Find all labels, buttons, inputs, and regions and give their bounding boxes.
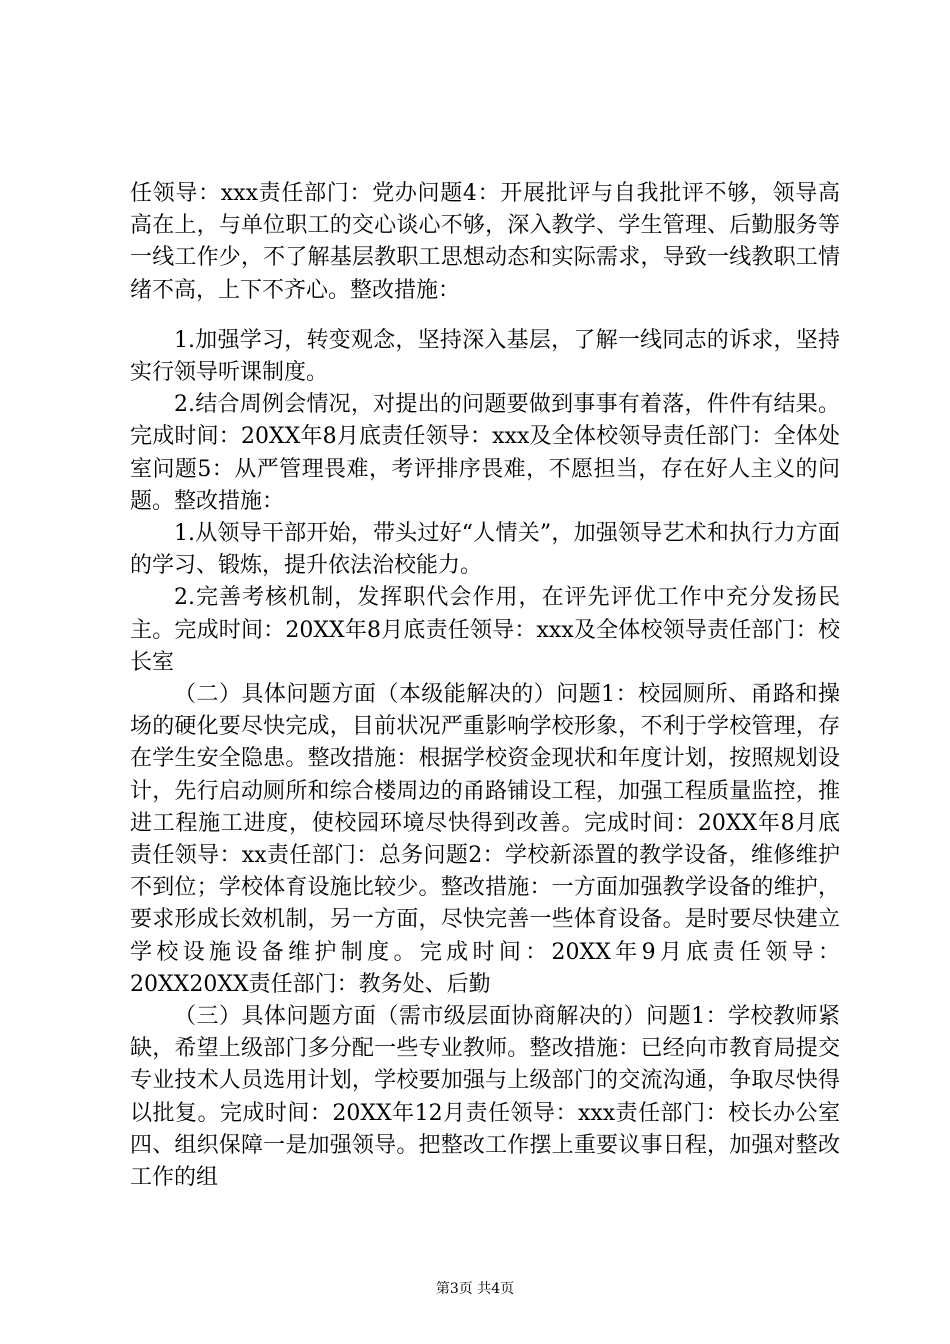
paragraph-section-three: （三）具体问题方面（需市级层面协商解决的）问题1：学校教师紧缺，希望上级部门多分配一些专业教师。整改措施：已经向市教育局提交专业技术人员选用计划，学校要加强与上级部门的交流沟通，争取尽快得以批复。完成时间：20XX年12月责任领导：xxx责任部门：校长办公室四、组织保障一是加强领导。把整改工作摆上重要议事日程，加强对整改工作的组 bbox=[130, 1004, 840, 1191]
paragraph-measure-3: 1.从领导干部开始，带头过好“人情关”，加强领导艺术和执行力方面的学习、锻炼，提升依法治校能力。 bbox=[130, 521, 840, 579]
paragraph-measure-2: 2.结合周例会情况，对提出的问题要做到事事有着落，件件有结果。完成时间：20XX年8月底责任领导：xxx及全体校领导责任部门：全体处室问题5：从严管理畏难，考评排序畏难，不愿担当，存在好人主义的问题。整改措施： bbox=[130, 392, 840, 514]
document-body bbox=[130, 178, 840, 1194]
paragraph-measure-4: 2.完善考核机制，发挥职代会作用，在评先评优工作中充分发扬民主。完成时间：20XX年8月底责任领导：xxx及全体校领导责任部门：校长室 bbox=[130, 585, 840, 675]
paragraph-section-two: （二）具体问题方面（本级能解决的）问题1：校园厕所、甬路和操场的硬化要尽快完成，目前状况严重影响学校形象，不利于学校管理，存在学生安全隐患。整改措施：根据学校资金现状和年度计划，按照规划设计，先行启动厕所和综合楼周边的甬路铺设工程，加强工程质量监控，推进工程施工进度，使校园环境尽快得到改善。完成时间：20XX年8月底责任领导：xx责任部门：总务问题2：学校新添置的教学设备，维修维护不到位；学校体育设施比较少。整改措施：一方面加强教学设备的维护，要求形成长效机制，另一方面，尽快完善一些体育设备。是时要尽快建立学校设施设备维护制度。完成时间：20XX年9月底责任领导：20XX20XX责任部门：教务处、后勤 bbox=[130, 682, 840, 997]
paragraph-measure-1: 1.加强学习，转变观念，坚持深入基层，了解一线同志的诉求，坚持实行领导听课制度。 bbox=[130, 327, 840, 386]
page-number-footer: 第3页 共4页 bbox=[435, 1281, 515, 1297]
paragraph-problem-4: 任领导：xxx责任部门：党办问题4：开展批评与自我批评不够，领导高高在上，与单位职工的交心谈心不够，深入教学、学生管理、后勤服务等一线工作少，不了解基层教职工思想动态和实际需求，导致一线教职工情绪不高，上下不齐心。整改措施： bbox=[130, 181, 840, 303]
